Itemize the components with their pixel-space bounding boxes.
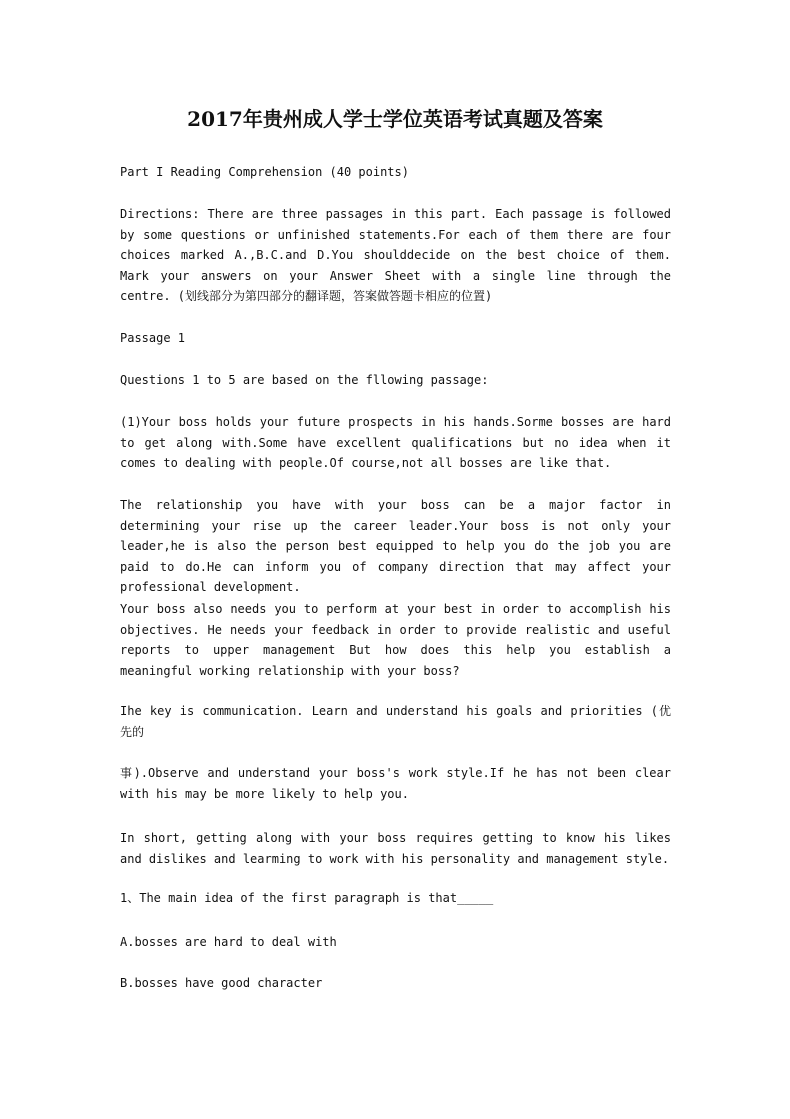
passage-paragraph-1: (1)Your boss holds your future prospects in his hands.Sorme bosses are hard to get along with.Some have excellent qualifications but no idea when it comes to dealing with people.Of course,not all bosses are like that. xyxy=(120,415,671,471)
passage-paragraph-2: The relationship you have with your boss can be a major factor in determining your rise up the career leader.Your boss is not only your leader,he is also the person best equipped to help you do the job you are paid to do.He can inform you of company direction that may affect your professional development. xyxy=(120,498,671,595)
question-1-option-a: A.bosses are hard to deal with xyxy=(120,935,337,949)
part-heading: Part I Reading Comprehension (40 points) xyxy=(120,165,409,179)
passage-paragraph-3: Your boss also needs you to perform at your best in order to accomplish his objectives. He needs your feedback in order to provide realistic and useful reports to upper management But how does this help you establish a meaningful working relationship with your boss? xyxy=(120,602,671,678)
passage-label: Passage 1 xyxy=(120,331,186,345)
passage-paragraph-6: In short, getting along with your boss requires getting to know his likes and dislikes and learming to work with his personality and management style. xyxy=(120,831,671,866)
question-1-option-b: B.bosses have good character xyxy=(120,976,323,990)
passage-paragraph-4: Ihe key is communication. Learn and understand his goals and priorities (优先的 xyxy=(120,704,671,739)
passage-paragraph-5: 事).Observe and understand your boss's work style.If he has not been clear with his may be more likely to help you. xyxy=(120,766,671,801)
page-title: 2017年贵州成人学士学位英语考试真题及答案 xyxy=(187,107,603,131)
directions-paragraph: Directions: There are three passages in this part. Each passage is followed by some questions or unfinished statements.For each of them there are four choices marked A.,B.C.and D.You shoulddecide on the best choice of them. Mark your answers on your Answer Sheet with a single line through the centre. (划线部分为第四部分的翻译题，答案做答题卡相应的位置) xyxy=(120,207,671,304)
questions-intro: Questions 1 to 5 are based on the fllowing passage: xyxy=(120,373,489,387)
question-1-stem: 1、The main idea of the first paragraph is that_____ xyxy=(120,891,494,905)
